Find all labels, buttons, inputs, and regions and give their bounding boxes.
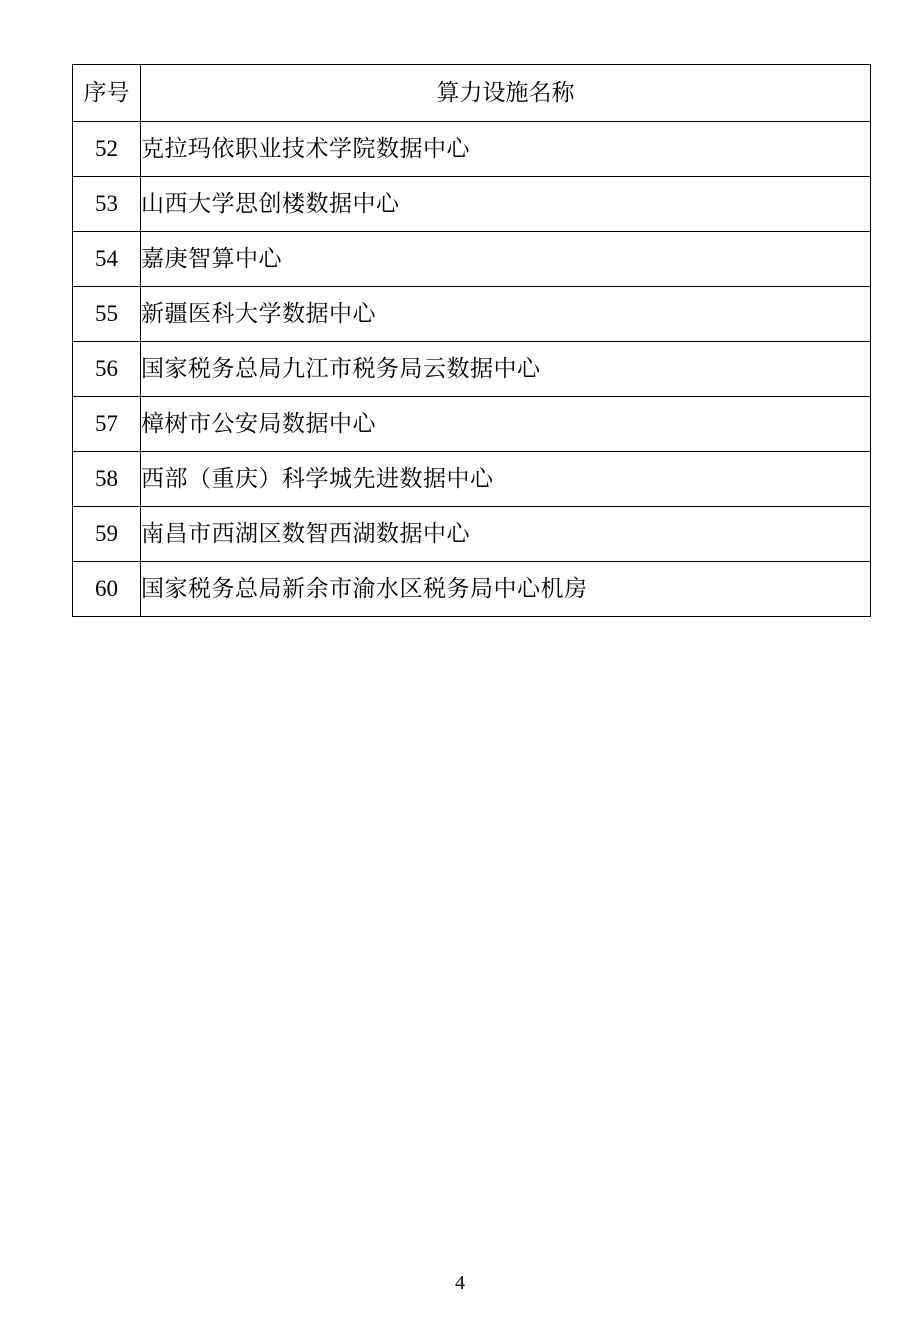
table-row — [73, 397, 871, 452]
table-row — [73, 122, 871, 177]
table-header-row — [73, 65, 871, 122]
cell-sequence: 58 — [73, 452, 141, 507]
cell-sequence: 54 — [73, 232, 141, 287]
table-row — [73, 507, 871, 562]
column-header-facility-name: 算力设施名称 — [141, 65, 871, 122]
column-header-sequence: 序号 — [73, 65, 141, 122]
table-row — [73, 562, 871, 617]
page-number: 4 — [455, 1272, 465, 1294]
table-row — [73, 342, 871, 397]
cell-sequence: 53 — [73, 177, 141, 232]
table-header — [73, 65, 871, 122]
cell-facility-name: 樟树市公安局数据中心 — [141, 397, 871, 452]
cell-facility-name: 新疆医科大学数据中心 — [141, 287, 871, 342]
cell-sequence: 59 — [73, 507, 141, 562]
cell-facility-name: 国家税务总局九江市税务局云数据中心 — [141, 342, 871, 397]
cell-sequence: 57 — [73, 397, 141, 452]
cell-facility-name: 国家税务总局新余市渝水区税务局中心机房 — [141, 562, 871, 617]
cell-facility-name: 西部（重庆）科学城先进数据中心 — [141, 452, 871, 507]
table-row — [73, 232, 871, 287]
facility-table-container — [72, 64, 870, 617]
cell-sequence: 60 — [73, 562, 141, 617]
table-row — [73, 177, 871, 232]
table-row — [73, 287, 871, 342]
cell-facility-name: 克拉玛依职业技术学院数据中心 — [141, 122, 871, 177]
table-body — [73, 122, 871, 617]
cell-sequence: 52 — [73, 122, 141, 177]
facility-table — [72, 64, 871, 617]
table-row — [73, 452, 871, 507]
cell-facility-name: 南昌市西湖区数智西湖数据中心 — [141, 507, 871, 562]
cell-facility-name: 山西大学思创楼数据中心 — [141, 177, 871, 232]
cell-facility-name: 嘉庚智算中心 — [141, 232, 871, 287]
cell-sequence: 56 — [73, 342, 141, 397]
cell-sequence: 55 — [73, 287, 141, 342]
